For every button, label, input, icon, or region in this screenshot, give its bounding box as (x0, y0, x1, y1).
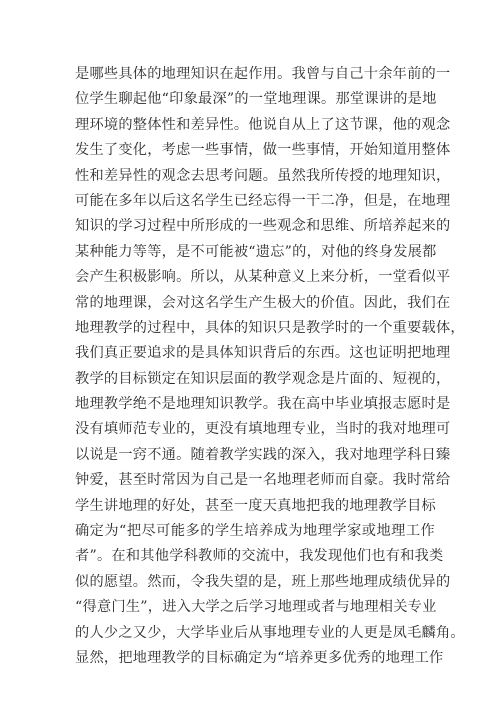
text-line: 知识的学习过程中所形成的一些观念和思维、所培养起来的 (75, 218, 451, 235)
text-line: 以说是一窍不通。随着教学实践的深入，我对地理学科日臻 (75, 446, 451, 463)
text-line: 显然，把地理教学的目标确定为“培养更多优秀的地理工作 (75, 649, 444, 666)
text-line: 性和差异性的观念去思考问题。虽然我所传授的地理知识， (75, 167, 451, 184)
text-line: 的人少之又少，大学毕业后从事地理专业的人更是凤毛麟角。 (75, 624, 465, 641)
text-line: 地理教学绝不是地理知识教学。我在高中毕业填报志愿时是 (75, 396, 451, 413)
text-line: 是哪些具体的地理知识在起作用。我曾与自己十余年前的一 (75, 66, 451, 82)
text-line: “得意门生”，进入大学之后学习地理或者与地理相关专业 (75, 599, 437, 616)
text-line: 教学的目标锁定在知识层面的教学观念是片面的、短视的， (75, 370, 451, 387)
text-line: 地理教学的过程中，具体的知识只是教学时的一个重要载体， (75, 319, 465, 336)
text-line: 似的愿望。然而，令我失望的是，班上那些地理成绩优异的 (75, 573, 451, 590)
text-line: 理环境的整体性和差异性。他说自从上了这节课，他的观念 (75, 116, 451, 133)
text-line: 我们真正要追求的是具体知识背后的东西。这也证明把地理 (75, 345, 451, 362)
text-line: 会产生积极影响。所以，从某种意义上来分析，一堂看似平 (75, 269, 451, 286)
text-line: 常的地理课，会对这名学生产生极大的价值。因此，我们在 (75, 294, 451, 311)
text-line: 学生讲地理的好处，甚至一度天真地把我的地理教学目标 (75, 497, 436, 514)
text-line: 发生了变化，考虑一些事情，做一些事情，开始知道用整体 (75, 142, 451, 159)
body-paragraph (75, 62, 465, 671)
text-line: 位学生聊起他“印象最深”的一堂地理课。那堂课讲的是地 (75, 91, 437, 108)
text-line: 没有填师范专业的，更没有填地理专业，当时的我对地理可 (75, 421, 451, 438)
text-line: 者”。在和其他学科教师的交流中，我发现他们也有和我类 (75, 548, 444, 565)
text-line: 可能在多年以后这名学生已经忘得一干二净，但是，在地理 (75, 192, 451, 209)
text-line: 确定为“把尽可能多的学生培养成为地理学家或地理工作 (75, 523, 435, 540)
text-line: 某种能力等等，是不可能被“遗忘”的，对他的终身发展都 (75, 243, 437, 260)
text-line: 钟爱，甚至时常因为自己是一名地理老师而自豪。我时常给 (75, 472, 451, 489)
